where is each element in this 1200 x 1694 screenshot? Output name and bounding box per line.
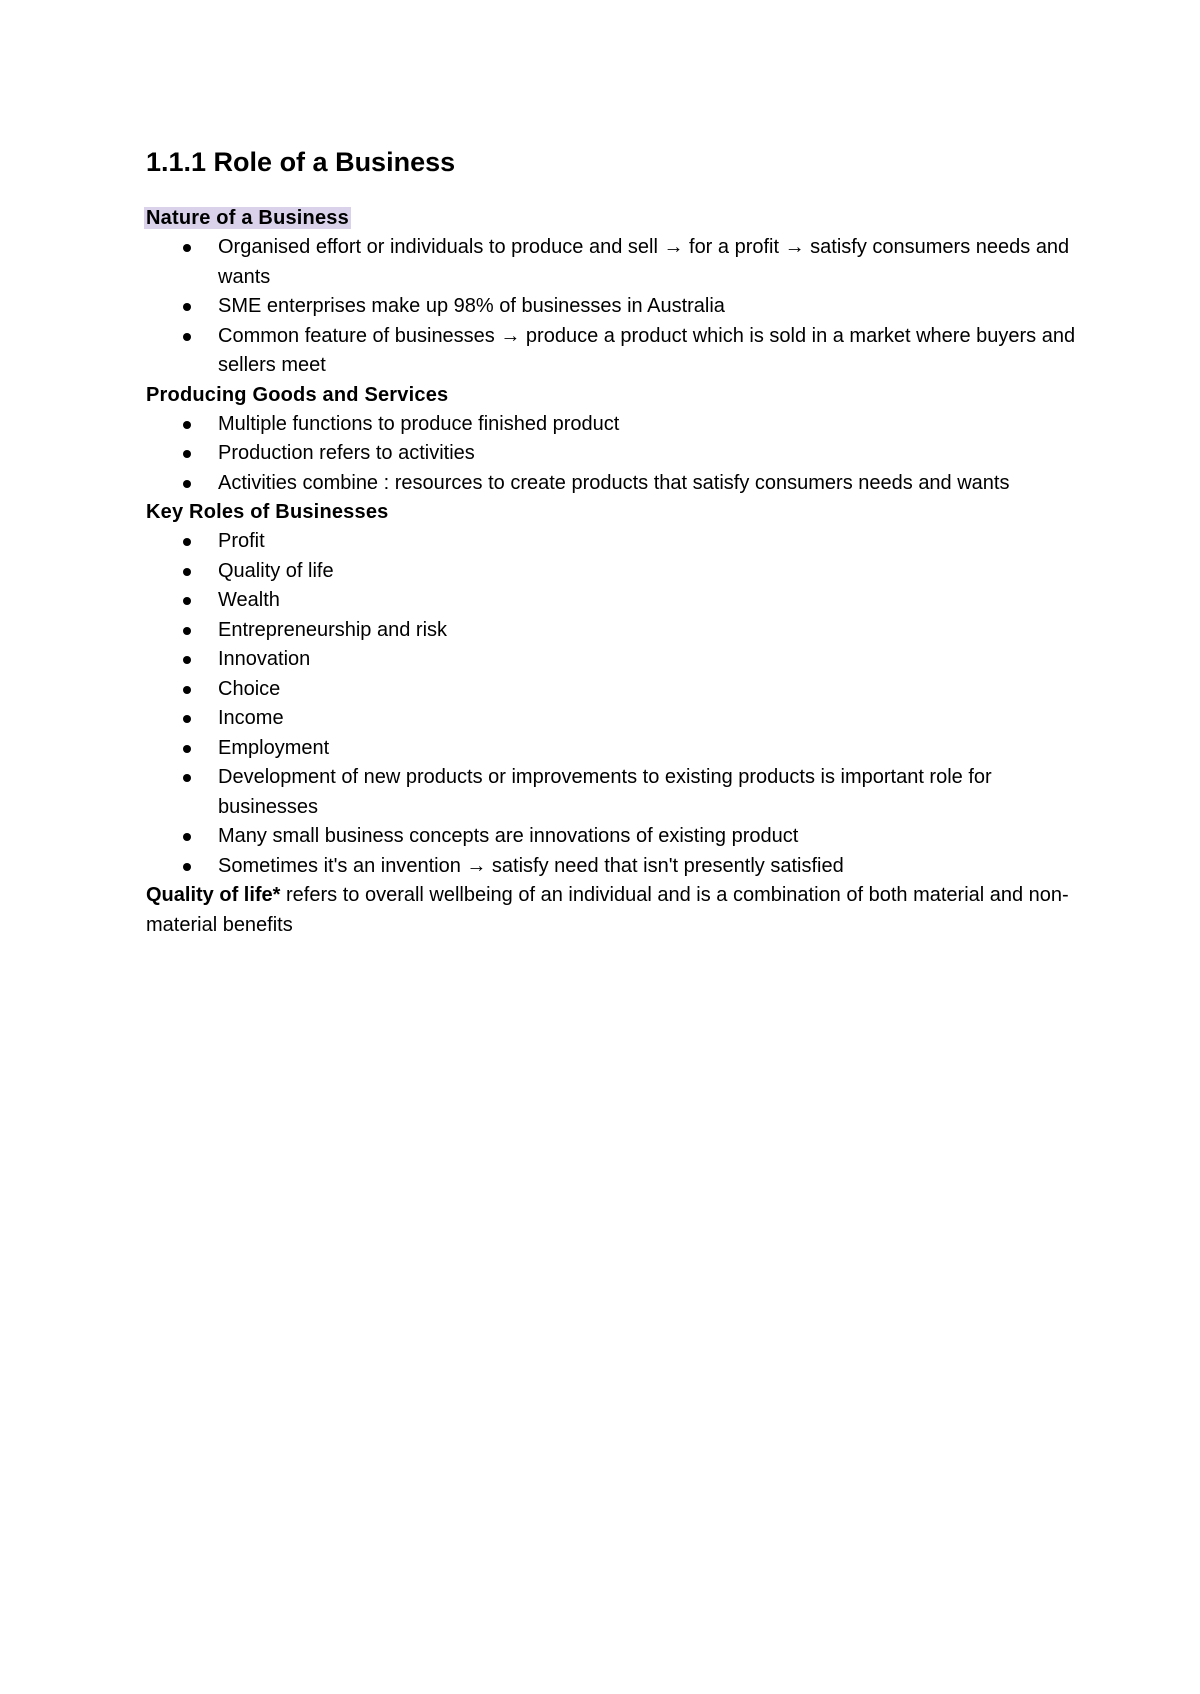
document-page [146, 140, 1076, 940]
list-item: Employment [218, 734, 1076, 764]
section-heading [146, 204, 1076, 233]
list-item: Sometimes it's an invention → satisfy need that isn't presently satisfied [218, 852, 1076, 882]
list-item: Many small business concepts are innovations of existing product [218, 822, 1076, 852]
list-item: Income [218, 704, 1076, 734]
list-item: Development of new products or improvements to existing products is important role for businesses [218, 763, 1076, 822]
definition-note [146, 881, 1076, 940]
section-heading: Key Roles of Businesses [146, 501, 389, 523]
list-item: Wealth [218, 586, 1076, 616]
section-nature-of-business [146, 204, 1076, 381]
section-producing-goods [146, 381, 1076, 499]
list-item: Entrepreneurship and risk [218, 616, 1076, 646]
list-item: SME enterprises make up 98% of businesses in Australia [218, 292, 1076, 322]
definition-text: refers to overall wellbeing of an individual and is a combination of both material and non-material benefits [146, 884, 1069, 936]
list-item: Profit [218, 527, 1076, 557]
list-item: Quality of life [218, 557, 1076, 587]
highlighted-heading: Nature of a Business [146, 207, 349, 229]
bullet-list [146, 410, 1076, 499]
list-item: Activities combine : resources to create products that satisfy consumers needs and wants [218, 469, 1076, 499]
definition-term: Quality of life* [146, 884, 281, 906]
list-item: Common feature of businesses → produce a product which is sold in a market where buyers and sellers meet [218, 322, 1076, 381]
list-item: Production refers to activities [218, 439, 1076, 469]
list-item: Innovation [218, 645, 1076, 675]
list-item: Choice [218, 675, 1076, 705]
section-heading: Producing Goods and Services [146, 383, 449, 406]
bullet-list [146, 233, 1076, 381]
list-item: Organised effort or individuals to produce and sell → for a profit → satisfy consumers needs and wants [218, 233, 1076, 292]
section-key-roles [146, 498, 1076, 881]
document-title: 1.1.1 Role of a Business [146, 147, 456, 177]
bullet-list [146, 527, 1076, 881]
list-item: Multiple functions to produce finished product [218, 410, 1076, 440]
